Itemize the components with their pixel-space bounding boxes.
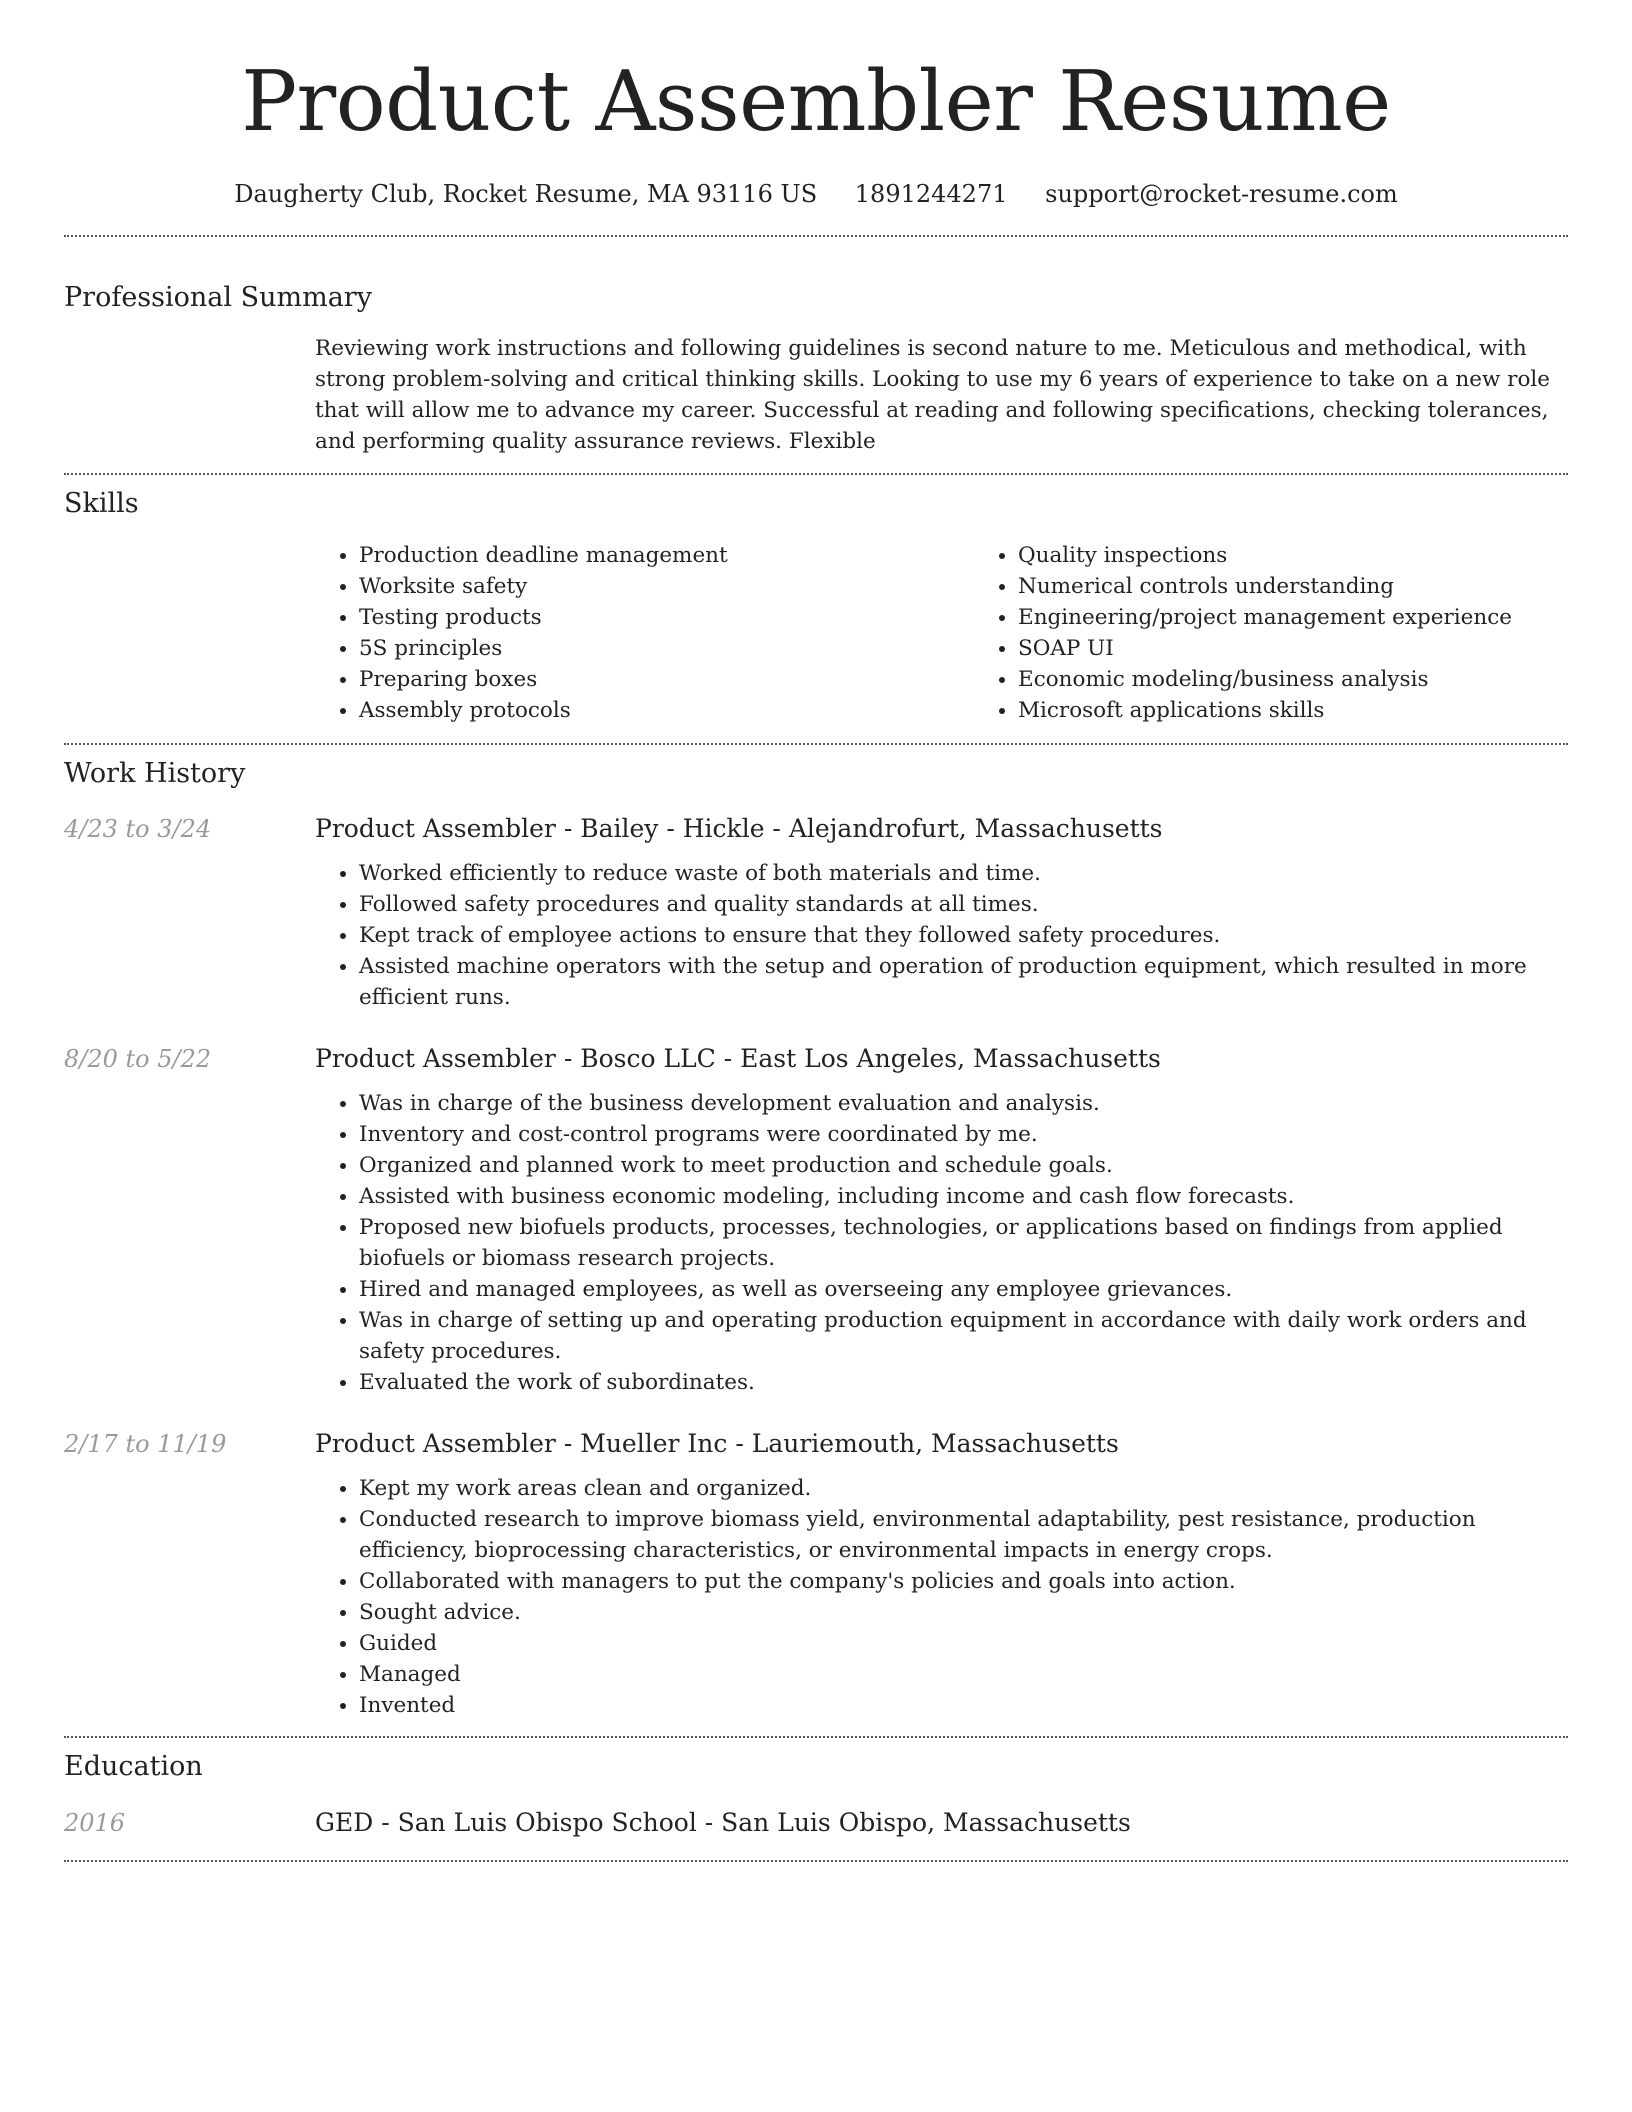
job-title: Product Assembler - Mueller Inc - Lauriemouth, Massachusetts [315,1429,1119,1458]
skill-item: • Preparing boxes [359,664,974,695]
job-bullets [315,858,1568,1013]
job-bullet: • Proposed new biofuels products, processes, technologies, or applications based on findings from applied biofuels or biomass research projects. [359,1212,1568,1274]
job-bullet: • Evaluated the work of subordinates. [359,1367,1568,1398]
education-entry [64,1806,1568,1840]
skill-item: • SOAP UI [1018,633,1632,664]
contact-address: Daugherty Club, Rocket Resume, MA 93116 US [234,180,818,208]
job-bullet: • Followed safety procedures and quality standards at all times. [359,889,1568,920]
skill-item: • Production deadline management [359,540,974,571]
section-heading-education: Education [64,1751,203,1782]
job-bullets-row [64,1473,1568,1721]
job-dates: 8/20 to 5/22 [64,1045,212,1073]
job-bullet: • Organized and planned work to meet production and schedule goals. [359,1150,1568,1181]
job-bullets [315,1088,1568,1398]
skill-item: • 5S principles [359,633,974,664]
divider [64,1860,1568,1862]
job-bullet: • Conducted research to improve biomass yield, environmental adaptability, pest resistance, production efficiency, bioprocessing characteristics, or environmental impacts in energy crops. [359,1504,1568,1566]
job-bullet: • Kept my work areas clean and organized. [359,1473,1568,1504]
job-entry [64,812,1568,846]
job-bullet: • Sought advice. [359,1597,1568,1628]
education-title: GED - San Luis Obispo School - San Luis Obispo, Massachusetts [315,1808,1131,1837]
job-bullets-row [64,858,1568,1013]
resume-title: Product Assembler Resume [241,53,1391,150]
job-title: Product Assembler - Bosco LLC - East Los Angeles, Massachusetts [315,1044,1161,1073]
skill-item: • Numerical controls understanding [1018,571,1632,602]
contact-line [64,177,1568,211]
divider [64,235,1568,237]
section-heading-work: Work History [64,758,246,789]
job-bullet: • Assisted machine operators with the setup and operation of production equipment, which resulted in more efficient runs. [359,951,1568,1013]
resume-page [64,0,1568,1862]
job-bullet: • Managed [359,1659,1568,1690]
job-bullet: • Worked efficiently to reduce waste of both materials and time. [359,858,1568,889]
skill-item: • Assembly protocols [359,695,974,726]
contact-phone: 1891244271 [854,180,1008,208]
job-bullet: • Was in charge of setting up and operating production equipment in accordance with daily work orders and safety procedures. [359,1305,1568,1367]
job-dates: 2/17 to 11/19 [64,1430,227,1458]
job-bullet: • Was in charge of the business development evaluation and analysis. [359,1088,1568,1119]
job-dates: 4/23 to 3/24 [64,815,212,843]
job-bullets-row [64,1088,1568,1398]
divider [64,743,1568,745]
contact-email[interactable]: support@rocket-resume.com [1045,180,1398,208]
divider [64,473,1568,475]
skill-item: • Quality inspections [1018,540,1632,571]
skill-item: • Microsoft applications skills [1018,695,1632,726]
summary-text: Reviewing work instructions and following guidelines is second nature to me. Meticulous and methodical, with strong problem-solving and critical thinking skills. Looking to use my 6 years of experience to take on a new role that will allow me to advance my career. Successful at reading and following specifications, checking tolerances, and performing quality assurance reviews. Flexible [315,336,1551,454]
skills-list-left [315,540,974,726]
education-year: 2016 [64,1809,126,1837]
job-bullet: • Collaborated with managers to put the company's policies and goals into action. [359,1566,1568,1597]
job-entry [64,1042,1568,1076]
job-bullets [315,1473,1568,1721]
skill-item: • Economic modeling/business analysis [1018,664,1632,695]
skill-item: • Testing products [359,602,974,633]
divider [64,1736,1568,1738]
skills-columns [315,540,1568,726]
job-title: Product Assembler - Bailey - Hickle - Alejandrofurt, Massachusetts [315,814,1163,843]
job-bullet: • Invented [359,1690,1568,1721]
skills-row [64,540,1568,726]
job-bullet: • Kept track of employee actions to ensure that they followed safety procedures. [359,920,1568,951]
section-heading-summary: Professional Summary [64,282,372,313]
job-bullet: • Inventory and cost-control programs were coordinated by me. [359,1119,1568,1150]
skill-item: • Worksite safety [359,571,974,602]
job-bullet: • Guided [359,1628,1568,1659]
summary-row [64,333,1568,457]
skill-item: • Engineering/project management experience [1018,602,1632,633]
job-bullet: • Assisted with business economic modeling, including income and cash flow forecasts. [359,1181,1568,1212]
job-bullet: • Hired and managed employees, as well as overseeing any employee grievances. [359,1274,1568,1305]
skills-list-right [974,540,1632,726]
job-entry [64,1427,1568,1461]
section-heading-skills: Skills [64,488,139,519]
